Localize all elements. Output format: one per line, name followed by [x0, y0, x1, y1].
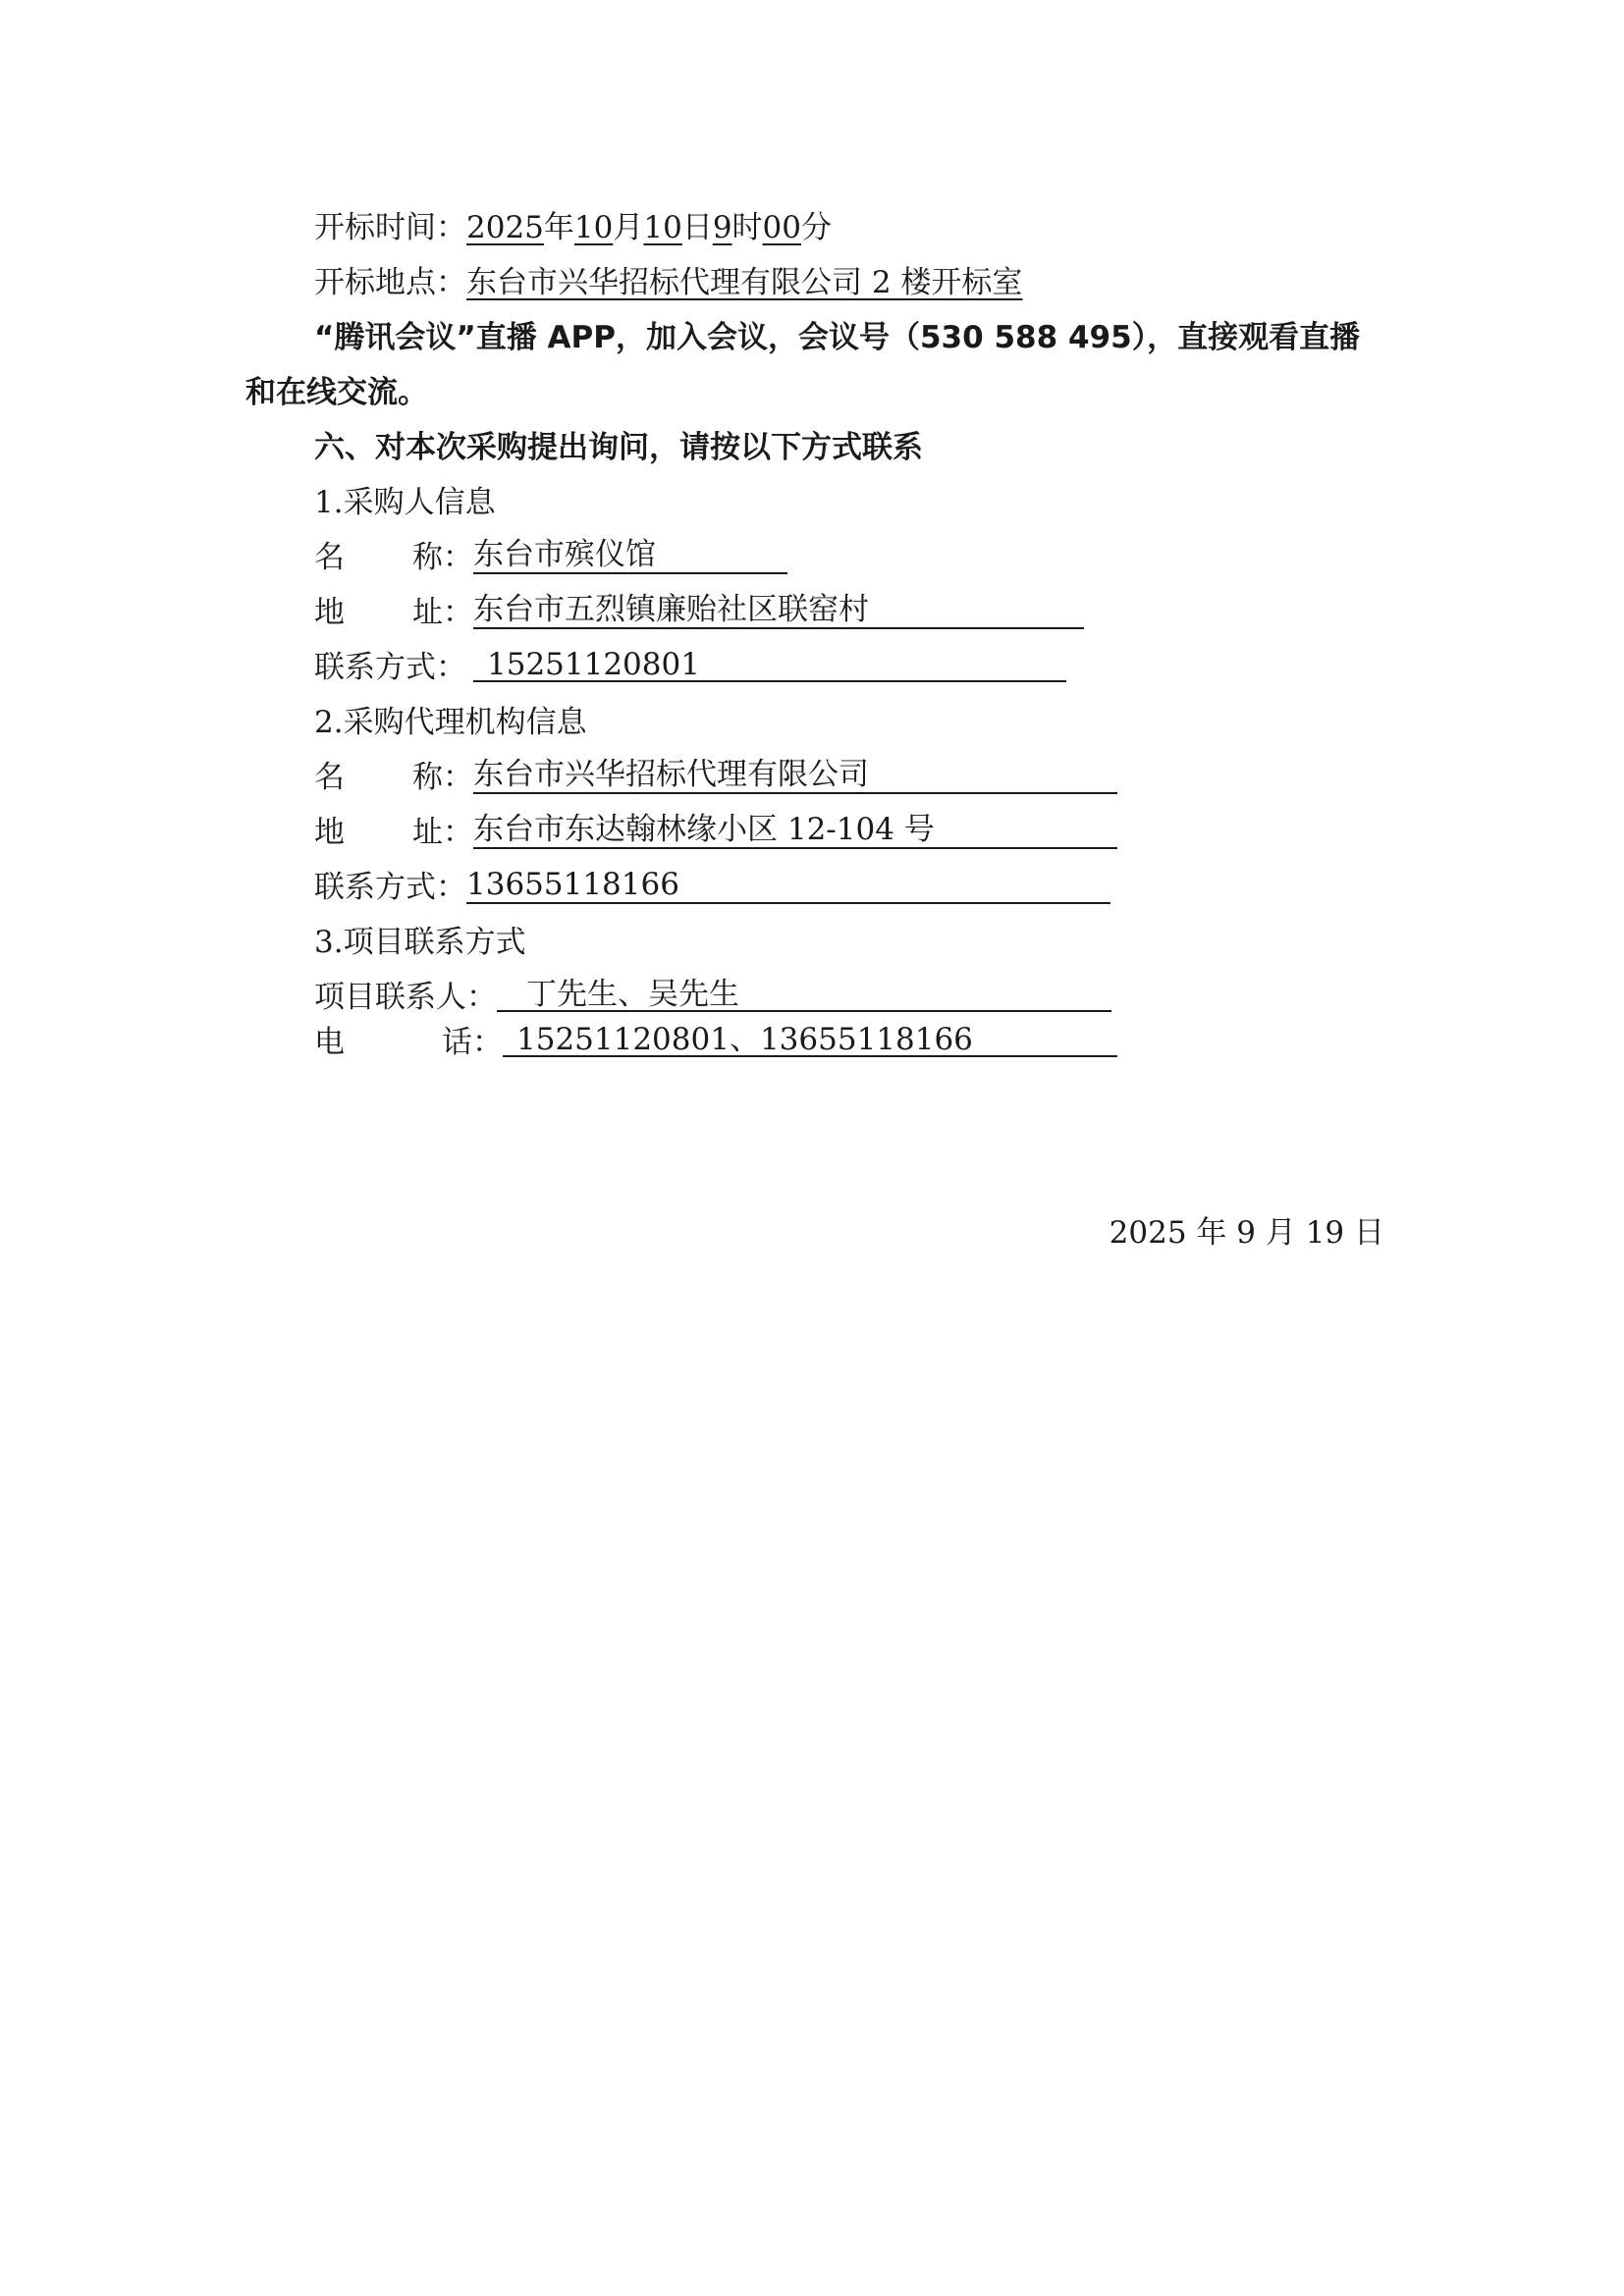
opening-year: 2025 [466, 210, 544, 245]
opening-day-unit: 日 [681, 210, 713, 245]
opening-hour: 9 [712, 210, 732, 245]
purchaser-name-value: 东台市殡仪馆 [473, 533, 787, 574]
project-phone-value: 15251120801、13655118166 [503, 1018, 1117, 1057]
project-heading: 3.项目联系方式 [314, 925, 526, 960]
opening-minute: 00 [762, 210, 801, 245]
opening-month: 10 [573, 210, 614, 245]
opening-place-label: 开标地点： [314, 265, 466, 300]
purchaser-name-row [314, 533, 787, 582]
agency-contact-label: 联系方式： [314, 870, 466, 905]
purchaser-address-value: 东台市五烈镇廉贻社区联窑村 [473, 588, 1084, 629]
opening-time-line [314, 203, 832, 252]
purchaser-address-label: 地 址： [314, 595, 473, 630]
opening-year-unit: 年 [543, 210, 574, 245]
opening-day: 10 [643, 210, 682, 245]
purchaser-name-label: 名 称： [314, 540, 473, 575]
purchaser-contact-value: 15251120801 [473, 643, 1066, 682]
section-6-heading: 六、对本次采购提出询问，请按以下方式联系 [314, 430, 923, 465]
agency-heading: 2.采购代理机构信息 [314, 705, 587, 740]
opening-place-value: 东台市兴华招标代理有限公司 2 楼开标室 [466, 265, 1023, 300]
project-phone-row [314, 1018, 1117, 1067]
agency-name-row [314, 753, 1117, 802]
project-person-label: 项目联系人： [314, 980, 497, 1015]
project-person-row [314, 973, 1111, 1022]
agency-address-label: 地 址： [314, 815, 473, 850]
opening-hour-unit: 时 [731, 210, 763, 245]
agency-address-value: 东台市东达翰林缘小区 12-104 号 [473, 808, 1117, 849]
project-person-value: 丁先生、吴先生 [497, 973, 1111, 1012]
agency-contact-value: 13655118166 [466, 863, 1110, 904]
agency-contact-row [314, 863, 1110, 912]
agency-name-value: 东台市兴华招标代理有限公司 [473, 753, 1117, 794]
purchaser-address-row [314, 588, 1084, 637]
tencent-meeting-line-1: “腾讯会议”直播 APP，加入会议，会议号（530 588 495），直接观看直播 [314, 320, 1361, 355]
signature-date: 2025 年 9 月 19 日 [1109, 1215, 1384, 1251]
agency-name-label: 名 称： [314, 760, 473, 795]
tencent-meeting-line-2: 和在线交流。 [245, 375, 428, 410]
purchaser-contact-row [314, 643, 1066, 692]
project-phone-label: 电 话： [314, 1025, 503, 1060]
purchaser-contact-label: 联系方式： [314, 650, 466, 685]
agency-address-row [314, 808, 1117, 857]
opening-month-unit: 月 [613, 210, 644, 245]
purchaser-heading: 1.采购人信息 [314, 485, 496, 520]
opening-place-line [314, 258, 1022, 307]
opening-time-label: 开标时间： [314, 210, 466, 245]
opening-minute-unit: 分 [801, 210, 832, 245]
